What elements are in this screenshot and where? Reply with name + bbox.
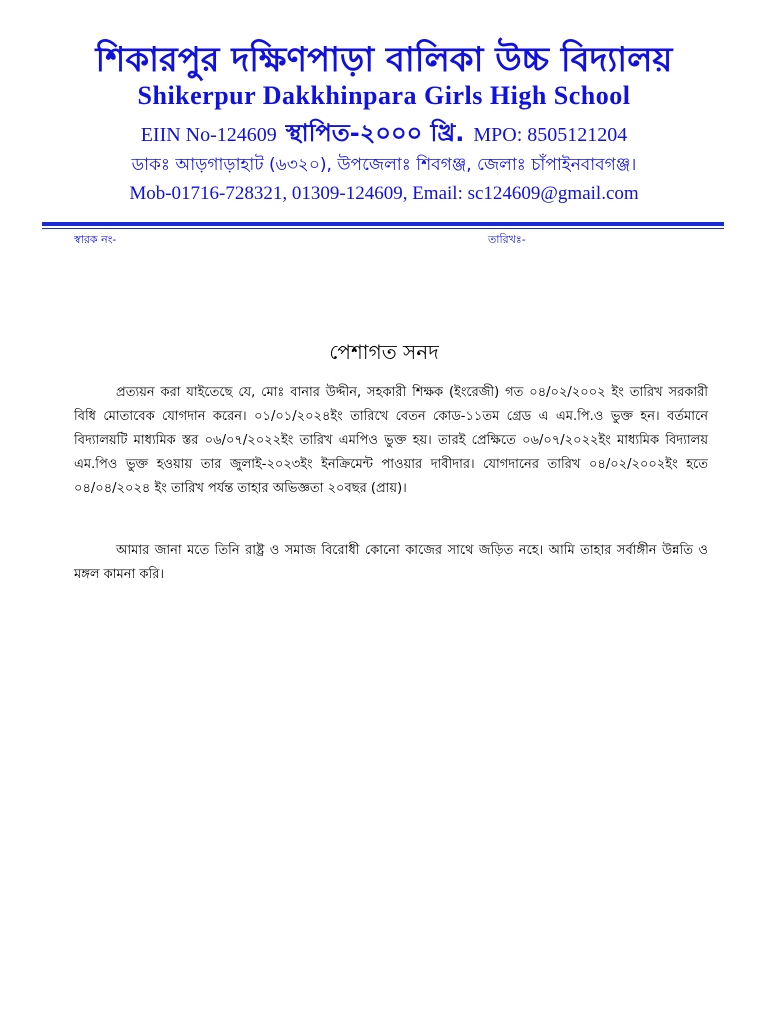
memo-date-label: তারিখঃ-	[488, 233, 526, 246]
established-year: স্থাপিত-২০০০ খ্রি.	[285, 119, 465, 147]
school-name-bengali: শিকারপুর দক্ষিণপাড়া বালিকা উচ্চ বিদ্যালয়	[95, 40, 673, 80]
eiin-mpo-line	[0, 116, 768, 152]
header-divider-thin	[42, 228, 724, 229]
contact-info: Mob-01716-728321, 01309-124609, Email: sc124609@gmail.com	[129, 183, 639, 204]
postal-address: ডাকঃ আড়গাড়াহাট (৬৩২০), উপজেলাঃ শিবগঞ্জ, জেলাঃ চাঁপাইনবাবগঞ্জ।	[131, 155, 637, 175]
memo-reference-label: স্বারক নং-	[74, 233, 117, 246]
eiin-number: EIIN No-124609	[140, 124, 277, 146]
school-name-english: Shikerpur Dakkhinpara Girls High School	[137, 81, 631, 110]
mpo-number: MPO: 8505121204	[473, 124, 628, 146]
certificate-title: পেশাগত সনদ	[329, 340, 439, 364]
certificate-paragraph-2: আমার জানা মতে তিনি রাষ্ট্র ও সমাজ বিরোধী কোনো কাজের সাথে জড়িত নহে। আমি তাহার সর্বাঙ্গীন উন্নতি ও মঙ্গল কামনা করি।	[74, 543, 708, 582]
header-divider-thick	[42, 222, 724, 226]
certificate-paragraph-1: প্রত্যয়ন করা যাইতেছে যে, মোঃ বানার উদ্দীন, সহকারী শিক্ষক (ইংরেজী) গত ০৪/০২/২০০২ ইং তারিখ সরকারী বিধি মোতাবেক যোগদান করেন। ০১/০১/২০২৪ইং তারিখে বেতন কোড-১১তম গ্রেড এ এম.পি.ও ভুক্ত হন। বর্তমানে বিদ্যালয়টি মাধ্যমিক স্তর ০৬/০৭/২০২২ইং তারিখ এমপিও ভুক্ত হয়। তারই প্রেক্ষিতে ০৬/০৭/২০২২ইং মাধ্যমিক বিদ্যালয় এম.পিও ভুক্ত হওয়ায় তার জুলাই-২০২৩ইং ইনক্রিমেন্ট পাওয়ার দাবীদার। যোগদানের তারিখ ০৪/০২/২০০২ইং হতে ০৪/০৪/২০২৪ ইং তারিখ পর্যন্ত তাহার অভিজ্ঞতা ২০বছর (প্রায়)।	[74, 385, 708, 496]
